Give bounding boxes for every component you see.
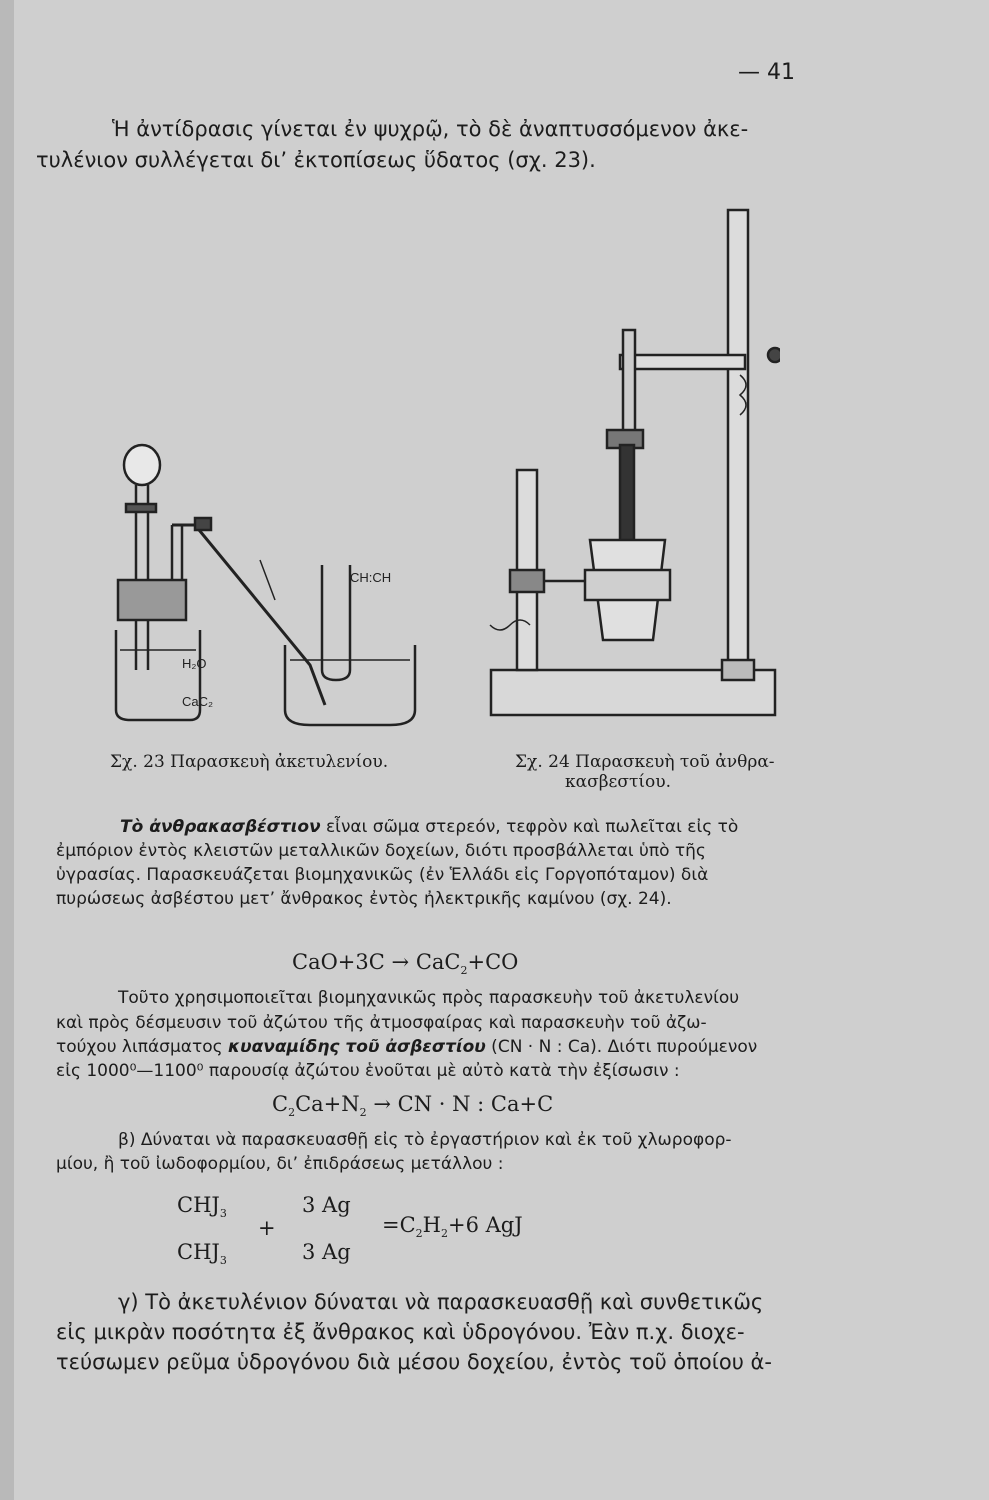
para3-line-1: β) Δύναται νὰ παρασκευασθῇ εἰς τὸ ἐργαστήριον καὶ ἐκ τοῦ χλωροφορ- [118,1130,732,1150]
eq3-result-sub2: 2 [441,1227,448,1241]
para1-line-2: ἐμπόριον ἐντὸς κλειστῶν μεταλλικῶν δοχείων, διότι προσβάλλεται ὑπὸ τῆς [56,841,706,861]
eq3-result-a: =C [382,1213,416,1237]
label-carbide: CaC₂ [182,694,214,709]
eq2-b-sub: 2 [359,1106,367,1120]
eq2-b: Ca+N [295,1092,360,1116]
para2-line-2: καὶ πρὸς δέσμευσιν τοῦ ἀζώτου τῆς ἀτμοσφαίρας καὶ παρασκευὴν τοῦ ἀζω- [56,1013,707,1033]
eq2-a-sub: 2 [288,1106,296,1120]
eq2-arrow: → [373,1092,391,1116]
eq2-a: C [272,1092,289,1116]
figure-23-acetylene-apparatus [100,430,430,730]
eq3-chj-bottom [177,1240,227,1267]
eq3-chj-bot-text: CHJ [177,1240,220,1264]
eq3-result-b: H [422,1213,441,1237]
para2-line-3-b: (CN · N : Ca). Διότι πυρούμενον [485,1037,758,1057]
equation-2 [272,1092,553,1119]
eq1-left: CaO+3C [292,950,385,974]
para2-line-3-a: τούχου λιπάσματος [56,1037,229,1057]
page-edge-shadow [0,0,14,1500]
eq3-chj-bot-sub: 3 [219,1254,227,1268]
eq3-chj-top-sub: 3 [219,1207,227,1221]
page-number: — 41 [738,60,795,85]
equation-1 [292,950,518,977]
eq3-result-sub1: 2 [415,1227,423,1241]
para4-line-2: εἰς μικρὰν ποσότητα ἐξ ἄνθρακος καὶ ὑδρογόνου. Ἐὰν π.χ. διοχε- [56,1320,745,1344]
eq2-right: CN · N : Ca+C [397,1092,554,1116]
eq3-ag-bottom: 3 Ag [302,1240,351,1264]
term-calcium-cyanamide: κυαναμίδης τοῦ ἀσβεστίου [228,1037,486,1057]
para1-line-1-text: εἶναι σῶμα στερεόν, τεφρὸν καὶ πωλεῖται εἰς τὸ [320,817,739,837]
para1-line-4: πυρώσεως ἀσβέστου μετ’ ἄνθρακος ἐντὸς ἠλεκτρικῆς καμίνου (σχ. 24). [56,889,672,909]
eq3-result-c: +6 AgJ [448,1213,523,1237]
para2-line-4: εἰς 1000⁰—1100⁰ παρουσίᾳ ἀζώτου ἑνοῦται μὲ αὐτὸ κατὰ τὴν ἐξίσωσιν : [56,1061,680,1081]
eq3-result [382,1213,523,1240]
caption-figure-24-line-1: Σχ. 24 Παρασκευὴ τοῦ ἀνθρα- [515,752,775,772]
intro-line-1: Ἡ ἀντίδρασις γίνεται ἐν ψυχρῷ, τὸ δὲ ἀναπτυσσόμενον ἀκε- [112,117,749,141]
caption-figure-24-line-2: κασβεστίου. [565,772,671,792]
eq1-sub: 2 [460,964,468,978]
para1-line-1 [120,817,738,837]
para2-line-3 [56,1037,757,1057]
para2-line-1: Τοῦτο χρησιμοποιεῖται βιομηχανικῶς πρὸς παρασκευὴν τοῦ ἀκετυλενίου [118,988,740,1008]
eq1-right-b: +CO [467,950,519,974]
eq3-plus: + [258,1216,276,1240]
para4-line-1: γ) Τὸ ἀκετυλένιον δύναται νὰ παρασκευασθῇ καὶ συνθετικῶς [118,1290,764,1314]
term-calcium-carbide: Τὸ ἀνθρακασβέστιον [120,817,321,837]
intro-line-2: τυλένιον συλλέγεται δι’ ἐκτοπίσεως ὕδατος (σχ. 23). [36,148,596,172]
caption-figure-23: Σχ. 23 Παρασκευὴ ἀκετυλενίου. [110,752,389,772]
eq1-right-a: CaC [415,950,461,974]
para1-line-3: ὑγρασίας. Παρασκευάζεται βιομηχανικῶς (ἐν Ἑλλάδι εἰς Γοργοπόταμον) διὰ [56,865,709,885]
label-water: H₂O [182,656,207,671]
eq3-chj-top [177,1193,227,1220]
figure-24-carbide-furnace [485,205,780,720]
para3-line-2: μίου, ἢ τοῦ ἰωδοφορμίου, δι’ ἐπιδράσεως μετάλλου : [56,1154,504,1174]
eq3-chj-top-text: CHJ [177,1193,220,1217]
label-gas: CH:CH [350,570,392,585]
para4-line-3: τεύσωμεν ρεῦμα ὑδρογόνου διὰ μέσου δοχείου, ἐντὸς τοῦ ὁποίου ἀ- [56,1350,772,1374]
eq3-ag-top: 3 Ag [302,1193,351,1217]
eq1-arrow: → [391,950,410,974]
